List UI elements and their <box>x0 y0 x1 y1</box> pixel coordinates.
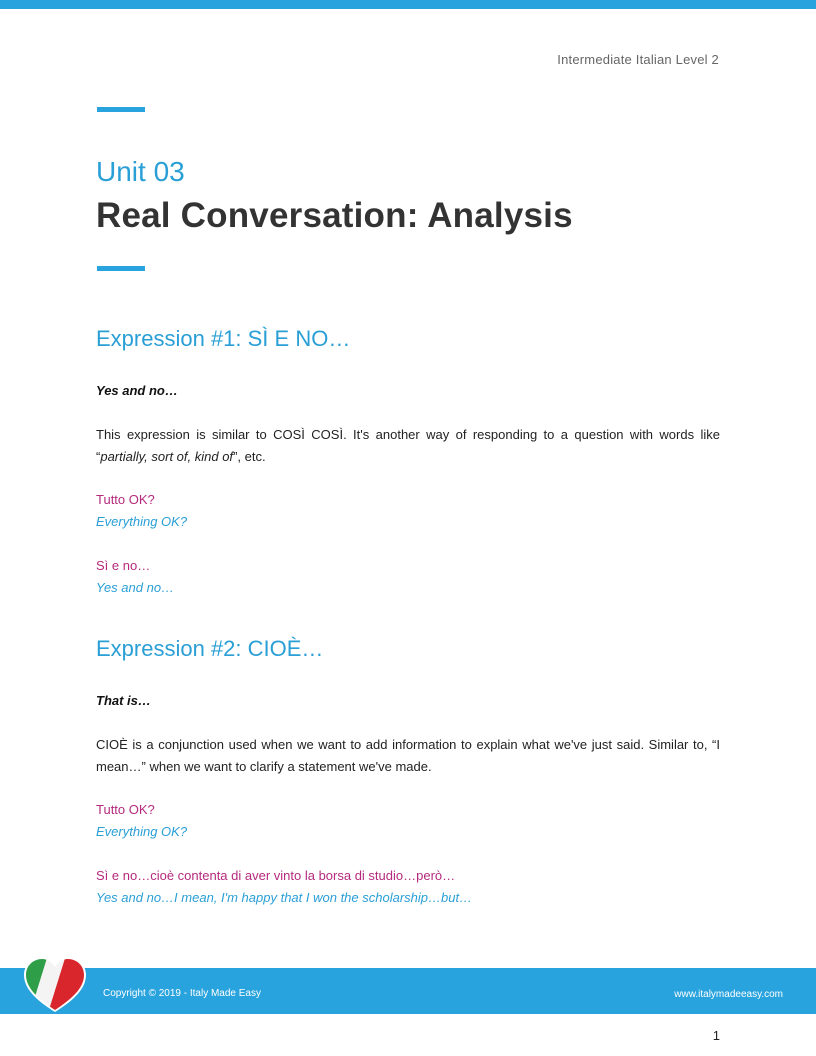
expression-2-heading: Expression #2: CIOÈ… <box>96 636 324 661</box>
expression-1-meaning: Yes and no… <box>96 383 178 398</box>
page-number: 1 <box>712 1028 720 1043</box>
expression-1-example-2-english: Yes and no… <box>96 580 175 595</box>
title-accent-line-bottom <box>97 266 145 271</box>
title-accent-line-top <box>97 107 145 112</box>
top-accent-bar <box>0 0 816 9</box>
footer-copyright: Copyright © 2019 - Italy Made Easy <box>103 988 261 999</box>
expression-1-text-italic: partially, sort of, kind of <box>100 449 234 464</box>
expression-2-example-1-italian: Tutto OK? <box>96 802 155 817</box>
expression-1-heading: Expression #1: SÌ E NO… <box>96 326 351 351</box>
expression-1-example-1-italian: Tutto OK? <box>96 492 155 507</box>
expression-1-explanation <box>96 424 720 468</box>
unit-label: Unit 03 <box>96 156 185 187</box>
page-title: Real Conversation: Analysis <box>96 196 573 235</box>
italy-heart-logo-icon <box>22 955 88 1013</box>
expression-1-example-2-italian: Sì e no… <box>96 558 151 573</box>
expression-2-explanation: CIOÈ is a conjunction used when we want to add information to explain what we've just said. Similar to, “I mean…” when we want to clarify a statement we've made. <box>96 737 720 774</box>
course-header: Intermediate Italian Level 2 <box>557 52 719 67</box>
expression-2-example-2-english: Yes and no…I mean, I'm happy that I won the scholarship…but… <box>96 890 473 905</box>
expression-2-example-1-english: Everything OK? <box>96 824 188 839</box>
expression-1-text-b: ”, etc. <box>233 449 266 464</box>
footer-website-link[interactable]: www.italymadeeasy.com <box>674 989 783 1000</box>
expression-1-text-a: This expression is similar to COSÌ COSÌ. It's another way of responding to a question with words like “ <box>96 427 720 464</box>
expression-1-example-1-english: Everything OK? <box>96 514 188 529</box>
expression-2-example-2-italian: Sì e no…cioè contenta di aver vinto la borsa di studio…però… <box>96 868 456 883</box>
expression-2-meaning: That is… <box>96 693 151 708</box>
